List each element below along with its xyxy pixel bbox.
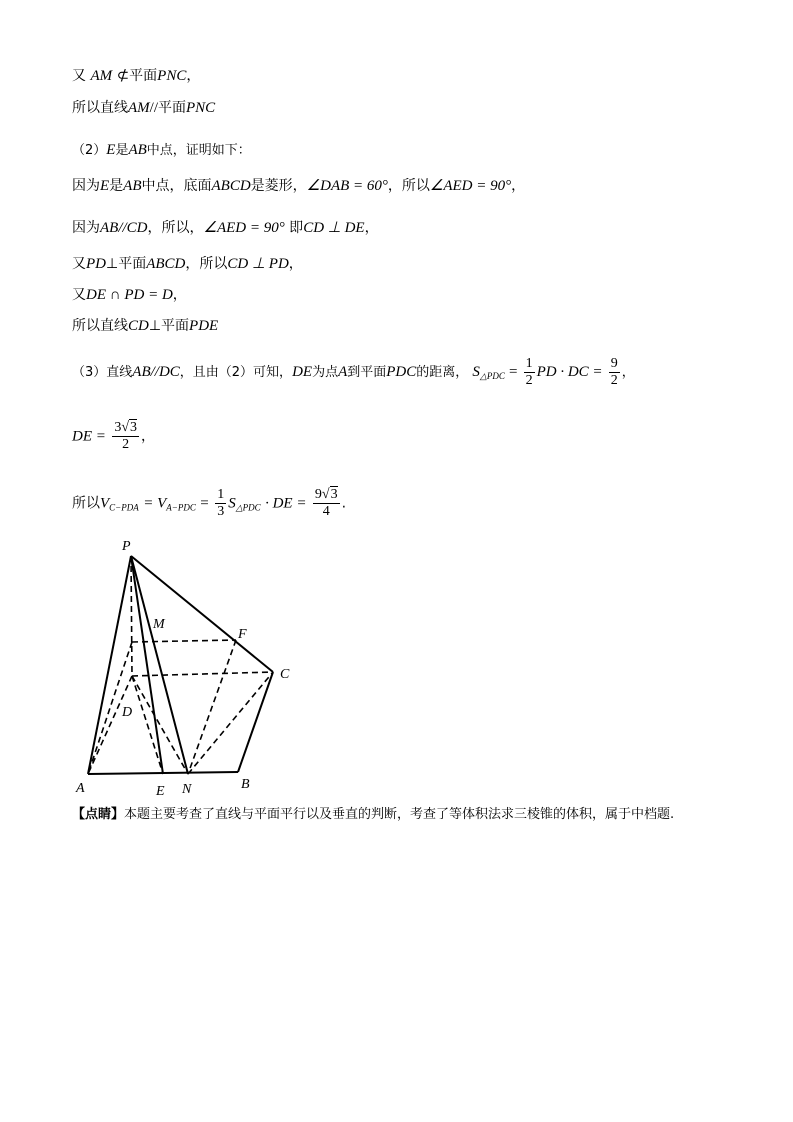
text: ，且由（2）可知，	[179, 365, 293, 380]
text: 又	[72, 256, 86, 272]
note-tag: 【点睛】	[72, 807, 125, 822]
math-equals: =	[200, 495, 209, 512]
math-CD-perp-PD: CD ⊥ PD	[227, 256, 289, 272]
numerator: 1	[217, 487, 225, 502]
label-C: C	[280, 667, 290, 682]
text: 平面	[158, 100, 187, 116]
math-subscript: A−PDC	[166, 502, 196, 513]
edge-PA	[88, 556, 131, 774]
numerator: 9	[610, 356, 618, 371]
edge-DC	[132, 672, 273, 676]
label-A: A	[76, 781, 85, 796]
radicand: 3	[130, 420, 138, 435]
line-6	[72, 254, 303, 274]
edge-FN	[188, 640, 236, 774]
text: ，	[186, 68, 201, 84]
fraction-one-half	[524, 356, 535, 389]
math-ABCD: ABCD	[211, 178, 251, 194]
math-PNC: PNC	[157, 68, 187, 84]
fraction-nine-halves	[609, 356, 620, 389]
math-ABCD: ABCD	[146, 256, 186, 272]
math-AB-parallel-DC: AB//DC	[132, 364, 180, 380]
math-DE: · DE =	[265, 495, 307, 512]
math-parallel: //	[149, 100, 159, 116]
text: （3）直线	[72, 365, 133, 380]
math-not-subset: ⊄	[116, 68, 130, 84]
denominator: 4	[322, 504, 330, 519]
label-E: E	[156, 784, 165, 799]
line-1	[72, 66, 200, 86]
text: 因为	[72, 178, 100, 194]
math-AB: AB	[123, 178, 142, 194]
edge-MF	[132, 640, 236, 642]
line-4	[72, 176, 525, 196]
math-PD: PD	[86, 256, 106, 272]
math-subscript: △PDC	[479, 371, 505, 381]
edge-DA	[88, 676, 132, 774]
text: ，	[511, 178, 526, 194]
edge-PD	[131, 556, 132, 676]
text: 所以	[72, 495, 100, 512]
label-D: D	[122, 705, 133, 720]
math-angle-AED: ∠AED = 90°	[203, 220, 285, 236]
numerator: 9√3	[314, 487, 338, 502]
text: ，所以，	[147, 220, 204, 236]
math-S: S	[228, 495, 236, 512]
edge-PC	[131, 556, 273, 672]
fraction-3sqrt3-over-2	[112, 420, 139, 453]
text: ，所以	[387, 178, 430, 194]
edge-AB	[88, 772, 238, 774]
dashed-edges	[88, 556, 273, 774]
label-B: B	[241, 777, 250, 792]
text: 因为	[72, 220, 100, 236]
math-equals-V: = V	[143, 495, 167, 512]
line-3	[72, 140, 251, 161]
text: ⊥平面	[148, 318, 190, 334]
text: ，所以	[185, 256, 228, 272]
text: ，	[141, 428, 156, 445]
text: ，	[288, 256, 303, 272]
math-equals: =	[508, 364, 518, 380]
math-subscript: △PDC	[235, 502, 261, 513]
coef: 9	[314, 487, 322, 502]
denominator: 3	[217, 504, 225, 519]
denominator: 2	[610, 373, 618, 388]
math-PDC: PDC	[386, 364, 417, 380]
numerator: 1	[525, 356, 533, 371]
text: 中点，证明如下：	[146, 143, 251, 158]
text: 是菱形，	[250, 178, 307, 194]
edge-PE	[131, 556, 163, 774]
line-5	[72, 218, 379, 238]
fraction-9sqrt3-over-4	[313, 487, 340, 520]
text: 平面	[129, 68, 158, 84]
math-PDE: PDE	[189, 318, 219, 334]
text: 中点，底面	[141, 178, 212, 194]
math-E: E	[106, 142, 116, 158]
radicand: 3	[330, 487, 338, 502]
line-2	[72, 98, 215, 118]
text: 又	[72, 287, 86, 303]
edge-NC	[188, 672, 273, 774]
text: 到平面	[347, 365, 387, 380]
math-angle-AED: ∠AED = 90°	[429, 178, 512, 194]
text: 所以直线	[72, 100, 128, 116]
text: ，	[172, 287, 187, 303]
text: 是	[115, 143, 129, 158]
note-text: 本题主要考查了直线与平面平行以及垂直的判断，考查了等体积法求三棱锥的体积，属于中档题.	[124, 807, 675, 822]
math-AM: AM	[90, 68, 113, 84]
math-angle-DAB: ∠DAB = 60°	[306, 178, 388, 194]
line-9	[72, 356, 635, 389]
math-PNC: PNC	[186, 100, 216, 116]
math-E: E	[100, 178, 110, 194]
edge-DN	[132, 676, 188, 774]
math-subscript: C−PDA	[109, 502, 139, 513]
text: 是	[109, 178, 124, 194]
edge-AM	[88, 642, 132, 774]
note-line	[72, 805, 674, 825]
numerator: 3√3	[114, 420, 138, 435]
math-AB-parallel-CD: AB//CD	[100, 220, 148, 236]
coef: 3	[114, 420, 122, 435]
label-F: F	[238, 627, 247, 642]
text: （2）	[72, 143, 107, 158]
math-CD: CD	[128, 318, 149, 334]
text: ⊥平面	[106, 256, 147, 272]
math-intersection: DE ∩ PD = D	[86, 287, 173, 303]
label-N: N	[182, 782, 192, 797]
text: 即	[284, 220, 304, 236]
edge-DE	[132, 676, 163, 774]
math-A: A	[338, 364, 348, 380]
edge-PN	[131, 556, 188, 774]
line-10	[72, 420, 155, 453]
text: .	[341, 495, 347, 512]
math-DE-equals: DE =	[72, 428, 106, 445]
math-AB: AB	[128, 142, 147, 158]
fraction-one-third	[215, 487, 226, 520]
label-P: P	[122, 539, 131, 554]
text: 的距离，	[416, 365, 469, 380]
math-S: S	[472, 364, 480, 380]
text: 为点	[312, 365, 339, 380]
text: ，	[621, 365, 635, 380]
line-8	[72, 316, 218, 336]
edge-BC	[238, 672, 273, 772]
text: 又	[72, 68, 86, 84]
math-PD-DC: PD · DC =	[536, 364, 603, 380]
text: 所以直线	[72, 318, 128, 334]
denominator: 2	[525, 373, 533, 388]
math-V: V	[100, 495, 110, 512]
denominator: 2	[122, 437, 130, 452]
label-M: M	[153, 617, 165, 632]
math-CD-perp-DE: CD ⊥ DE	[303, 220, 365, 236]
line-11	[72, 487, 346, 520]
line-7	[72, 285, 187, 305]
solid-edges	[88, 556, 273, 774]
math-AM: AM	[128, 100, 150, 116]
text: ，	[364, 220, 379, 236]
math-DE: DE	[292, 364, 313, 380]
